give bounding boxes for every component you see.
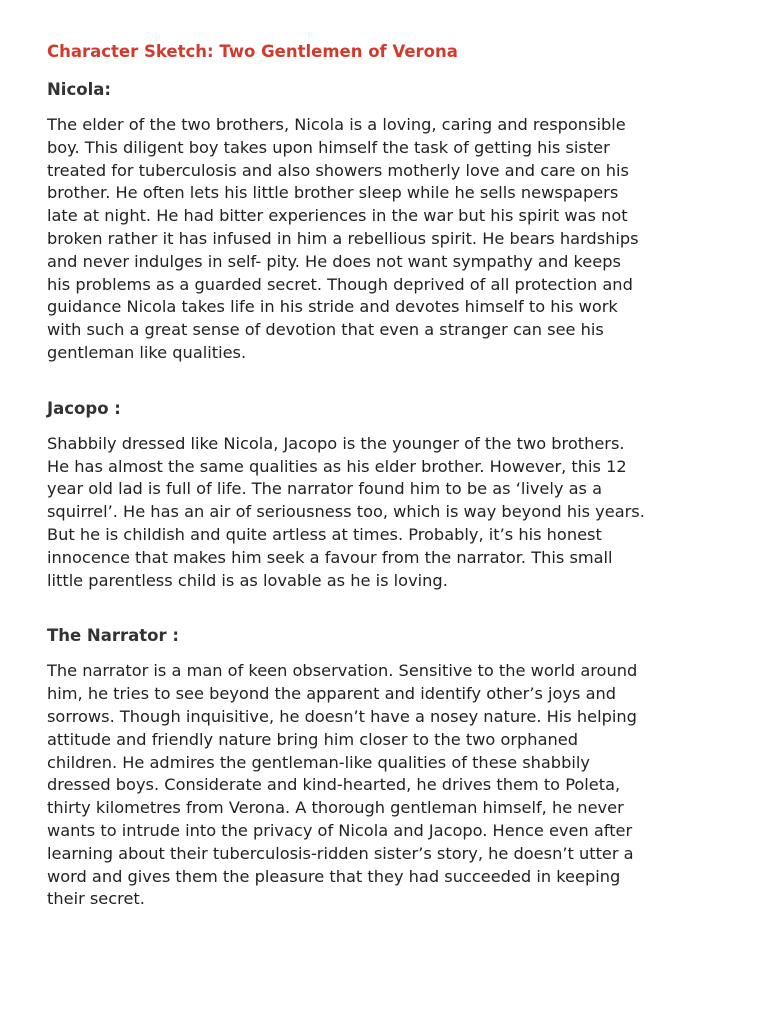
character-description: The elder of the two brothers, Nicola is a loving, caring and responsible boy. This diligent boy takes upon himself the task of getting his sister treated for tuberculosis and also showers motherly love and care on his brother. He often lets his little brother sleep while he sells newspapers late at night. He had bitter experiences in the war but his spirit was not broken rather it has infused in him a rebellious spirit. He bears hardships and never indulges in self- pity. He does not want sympathy and keeps his problems as a guarded secret. Though deprived of all protection and guidance Nicola takes life in his stride and devotes himself to his work with such a great sense of devotion that even a stranger can see his gentleman like qualities. bbox=[47, 115, 639, 362]
character-section-jacopo bbox=[47, 397, 727, 593]
document-page bbox=[47, 40, 727, 911]
document-title: Character Sketch: Two Gentlemen of Verona bbox=[47, 42, 458, 61]
character-section-nicola bbox=[47, 78, 727, 365]
character-heading: Nicola: bbox=[47, 80, 111, 99]
character-description: The narrator is a man of keen observation. Sensitive to the world around him, he tries to see beyond the apparent and identify other’s joys and sorrows. Though inquisitive, he doesn’t have a nosey nature. His helping attitude and friendly nature bring him closer to the two orphaned children. He admires the gentleman-like qualities of these shabbily dressed boys. Considerate and kind-hearted, he drives them to Poleta, thirty kilometres from Verona. A thorough gentleman himself, he never wants to intrude into the privacy of Nicola and Jacopo. Hence even after learning about their tuberculosis-ridden sister’s story, he doesn’t utter a word and gives them the pleasure that they had succeeded in keeping their secret. bbox=[47, 661, 638, 909]
character-heading: Jacopo : bbox=[47, 398, 121, 418]
character-heading: The Narrator : bbox=[47, 626, 179, 646]
character-section-narrator bbox=[47, 624, 727, 911]
character-description: Shabbily dressed like Nicola, Jacopo is the younger of the two brothers. He has almost the same qualities as his elder brother. However, this 12 year old lad is full of life. The narrator found him to be as ‘lively as a squirrel’. He has an air of seriousness too, which is way beyond his years. But he is childish and quite artless at times. Probably, it’s his honest innocence that makes him seek a favour from the narrator. This small little parentless child is as lovable as he is loving. bbox=[47, 433, 645, 590]
